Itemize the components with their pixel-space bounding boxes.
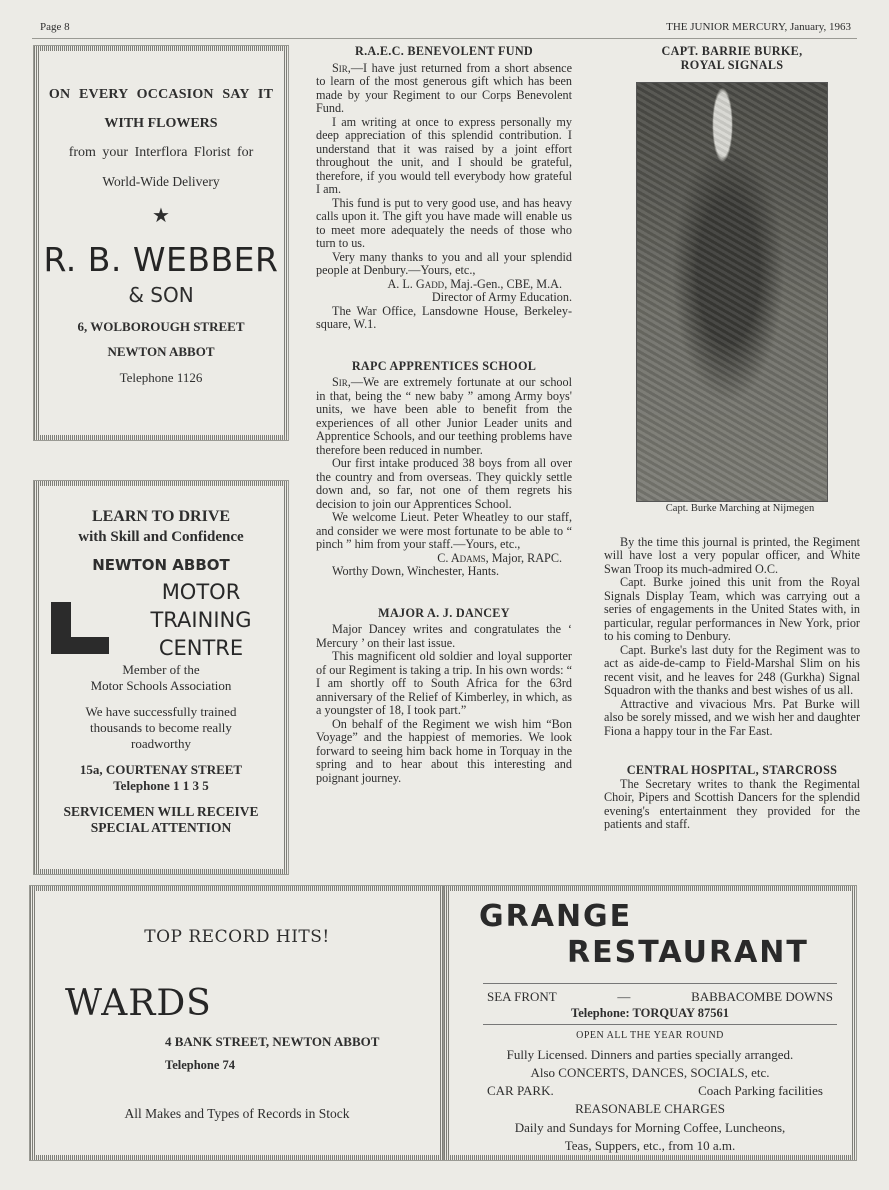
advert-webber-flowers	[34, 46, 288, 440]
article-signature: A. L. Gadd, Maj.-Gen., CBE, M.A.	[387, 276, 562, 291]
article-title: RAPC APPRENTICES SCHOOL	[351, 358, 537, 373]
business-address: 6, WOLBOROUGH STREET	[77, 319, 245, 334]
ad-headline-2: WITH FLOWERS	[104, 116, 218, 131]
ad-location: NEWTON ABBOT	[92, 556, 230, 574]
business-location	[487, 989, 833, 1005]
header-rule	[32, 38, 857, 39]
article-signature: C. Adams, Major, RAPC.	[437, 550, 562, 565]
article-paragraph: Sir,—We are extremely fortunate at our school in that, being the “ new baby ” among Army boys' units, we have been able to benefit from the experiences of all other Junior Leader units and Apprentice Schools, and our teething problems have therefore been reduced in number.	[316, 375, 572, 457]
article-rapc	[316, 360, 572, 579]
business-name-line: CENTRE	[158, 636, 244, 660]
claim-text: We have successfully trained	[85, 704, 237, 719]
article-paragraph: Attractive and vivacious Mrs. Pat Burke will also be sorely missed, and we wish her and daughter Fiona a happy tour in the Far East.	[604, 696, 860, 738]
ad-text-2: World-Wide Delivery	[102, 174, 220, 189]
member-text: Member of the	[122, 662, 200, 677]
hours-text-2: Teas, Suppers, etc., from 10 a.m.	[564, 1138, 736, 1153]
business-name-line: TRAINING	[150, 608, 252, 632]
offer-text-2: SPECIAL ATTENTION	[90, 820, 232, 835]
article-title: CENTRAL HOSPITAL, STARCROSS	[626, 763, 838, 777]
location-right: BABBACOMBE DOWNS	[691, 989, 833, 1004]
article-paragraph: We welcome Lieut. Peter Wheatley to our staff, and consider we were most fortunate to be able to “ pinch ” him from your staff.—Yours, etc.,	[316, 510, 572, 551]
ad-headline: ON EVERY OCCASION SAY IT	[48, 87, 274, 102]
page-number: Page 8	[40, 21, 70, 33]
article-signature-title: Director of Army Education.	[431, 290, 572, 304]
business-name-sub: & SON	[128, 283, 194, 307]
article-raec	[316, 45, 572, 332]
business-telephone: Telephone 1126	[119, 370, 203, 385]
coach-parking-text: Coach Parking facilities	[698, 1083, 823, 1098]
location-dash: —	[617, 989, 631, 1004]
article-burke	[604, 45, 860, 738]
ad-headline: LEARN TO DRIVE	[91, 508, 231, 525]
ad-subheadline: with Skill and Confidence	[78, 529, 244, 545]
article-paragraph: Our first intake produced 38 boys from all over the country and from overseas. They quickly settle down and, so far, not one of them regrets his decision to join our Apprentices School.	[316, 456, 572, 511]
article-paragraph: Major Dancey writes and congratulates the ‘ Mercury ’ on their last issue.	[316, 622, 572, 650]
learner-l-plate-icon	[51, 602, 109, 654]
article-paragraph: I am writing at once to express personally my deep appreciation of this splendid contribution. I understand that it was raised by a joint effort throughout the unit, and I should be grateful, therefore, if you would tell everybody how grateful I am.	[316, 114, 572, 196]
article-paragraph: This fund is put to very good use, and has heavy calls upon it. The gift you have made will enable us to meet more adequately the needs of those who turn to us.	[316, 195, 572, 250]
article-column-middle	[316, 45, 572, 785]
business-telephone: Telephone 1 1 3 5	[113, 778, 209, 793]
article-paragraph: Sir,—I have just returned from a short absence to learn of the most generous gift which has been made by your Regiment to our Corps Benevolent Fund.	[316, 60, 572, 115]
business-address: 4 BANK STREET, NEWTON ABBOT	[165, 1034, 380, 1049]
business-town: NEWTON ABBOT	[107, 344, 215, 359]
article-paragraph: Very many thanks to you and all your splendid people at Denbury.—Yours, etc.,	[316, 249, 572, 277]
business-name: WARDS	[65, 983, 212, 1024]
advert-grange-restaurant	[444, 886, 856, 1160]
ad-text: from your Interflora Florist for	[68, 145, 254, 160]
opening-text: OPEN ALL THE YEAR ROUND	[576, 1030, 724, 1041]
events-text: Also CONCERTS, DANCES, SOCIALS, etc.	[530, 1065, 770, 1080]
article-paragraph: Capt. Burke joined this unit from the Royal Signals Display Team, which was carrying out a series of engagements in the United States with, in particular, regular performances in New York, prior to his coming to Denbury.	[604, 575, 860, 643]
article-paragraph: Capt. Burke's last duty for the Regiment was to act as aide-de-camp to Field-Marshal Slim on his recent visit, and he leaves for 248 (Gurkha) Signal Squadron with the thanks and best wishes of us all.	[604, 642, 860, 697]
advert-motor-training-centre	[34, 481, 288, 874]
parking-text	[487, 1083, 823, 1099]
business-telephone: Telephone 74	[165, 1058, 236, 1072]
hours-text: Daily and Sundays for Morning Coffee, Luncheons,	[514, 1120, 786, 1135]
star-icon: ★	[152, 205, 170, 227]
business-name-2: RESTAURANT	[567, 935, 809, 970]
photo-capt-burke-marching	[636, 82, 828, 502]
article-paragraph: The Secretary writes to thank the Regimental Choir, Pipers and Scottish Dancers for the splendid evening's entertainment they provided for the patients and staff.	[604, 776, 860, 831]
article-paragraph: By the time this journal is printed, the Regiment will have lost a very popular officer, and White Swan Troop its much-admired O.C.	[604, 534, 860, 576]
business-address: 15a, COURTENAY STREET	[79, 762, 243, 777]
business-name: R. B. WEBBER	[43, 240, 279, 279]
ad-tagline: All Makes and Types of Records in Stock	[124, 1106, 350, 1121]
member-text-2: Motor Schools Association	[90, 678, 232, 693]
divider	[483, 983, 837, 984]
article-paragraph: On behalf of the Regiment we wish him “Bon Voyage” and the happiest of memories. We look forward to seeing him back home in Torquay in the spring and to hear about this interesting and poignant journey.	[316, 716, 572, 785]
article-hospital	[604, 764, 860, 832]
ad-headline: TOP RECORD HITS!	[144, 927, 330, 947]
article-address: Worthy Down, Winchester, Hants.	[332, 564, 500, 578]
location-left: SEA FRONT	[487, 989, 557, 1004]
business-name-line: MOTOR	[161, 580, 241, 604]
article-title-2: ROYAL SIGNALS	[680, 57, 784, 72]
car-park-text: CAR PARK.	[487, 1083, 554, 1098]
article-paragraph: This magnificent old soldier and loyal supporter of our Regiment is taking a trip. In his own words: “ I am shortly off to South Africa for the 63rd anniversary of the Relief of Kimberley, in which, as a youngster of 18, I took part.”	[316, 649, 572, 717]
offer-text: SERVICEMEN WILL RECEIVE	[63, 804, 259, 819]
article-address: The War Office, Lansdowne House, Berkeley-square, W.1.	[316, 303, 572, 331]
business-name	[119, 578, 283, 662]
article-column-right	[604, 45, 860, 832]
advert-wards-records	[30, 886, 444, 1160]
charges-text: REASONABLE CHARGES	[575, 1101, 725, 1116]
article-dancey	[316, 607, 572, 786]
publication-title: THE JUNIOR MERCURY, January, 1963	[666, 21, 851, 33]
business-name: GRANGE	[479, 899, 633, 934]
article-title: CAPT. BARRIE BURKE,	[661, 44, 803, 58]
claim-text-2: thousands to become really	[90, 720, 232, 735]
photo-caption: Capt. Burke Marching at Nijmegen	[665, 503, 815, 514]
claim-text-3: roadworthy	[131, 736, 191, 751]
business-telephone: Telephone: TORQUAY 87561	[571, 1006, 729, 1020]
article-title: MAJOR A. J. DANCEY	[378, 605, 510, 620]
licensed-text: Fully Licensed. Dinners and parties specially arranged.	[506, 1047, 794, 1062]
divider	[483, 1024, 837, 1025]
article-title: R.A.E.C. BENEVOLENT FUND	[354, 44, 534, 58]
